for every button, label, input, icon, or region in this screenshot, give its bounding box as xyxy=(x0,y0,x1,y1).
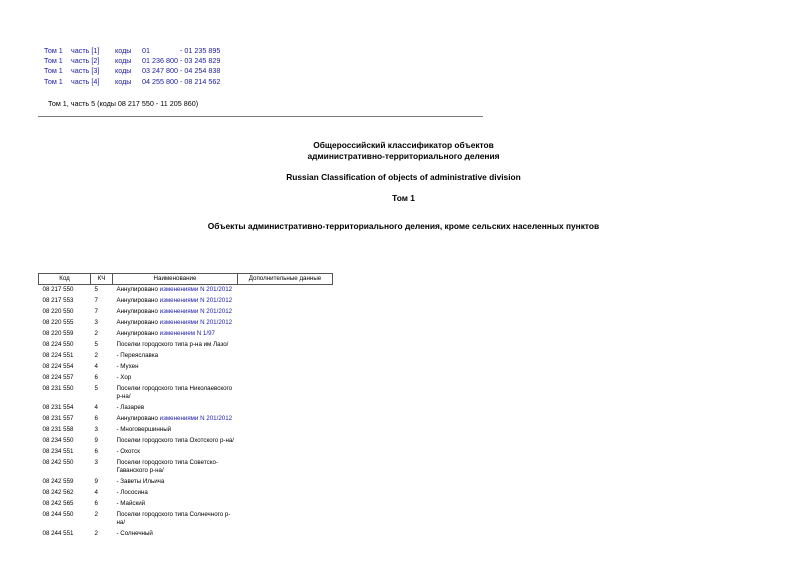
cell-additional xyxy=(238,307,333,318)
codes-keyword[interactable]: коды xyxy=(115,76,132,86)
column-header-kch: КЧ xyxy=(91,274,113,285)
cell-code: 08 231 550 xyxy=(42,385,74,392)
volume-parts-nav xyxy=(44,46,220,87)
cell-name xyxy=(113,529,238,540)
table-row xyxy=(39,477,333,488)
table-row xyxy=(39,436,333,447)
cell-kch: 2 xyxy=(94,330,98,337)
volume-title: Том 1 xyxy=(392,193,415,203)
cell-name xyxy=(113,384,238,403)
table-row xyxy=(39,488,333,499)
cell-name-text: Поселки городского типа Советско-Гаванского р-на/ xyxy=(116,459,219,474)
cell-name xyxy=(113,340,238,351)
cell-name-text: - Переяславка xyxy=(116,352,159,359)
cell-code: 08 217 550 xyxy=(42,286,74,293)
cell-name xyxy=(113,329,238,340)
cell-code: 08 224 550 xyxy=(42,341,74,348)
table-row xyxy=(39,351,333,362)
cell-name-text: - Хор xyxy=(116,374,132,381)
cell-code: 08 231 554 xyxy=(42,404,74,411)
codes-range[interactable]: 03 247 800 - 04 254 838 xyxy=(142,66,221,76)
amendment-link[interactable]: изменением N 1/97 xyxy=(159,330,215,337)
codes-keyword[interactable]: коды xyxy=(115,46,132,55)
codes-range[interactable]: 01 236 800 - 03 245 829 xyxy=(142,56,221,66)
cell-code: 08 242 562 xyxy=(42,489,74,496)
table-row xyxy=(39,307,333,318)
cell-name xyxy=(113,447,238,458)
cell-name-text: Поселки городского типа р-на им Лазо/ xyxy=(116,341,229,348)
cell-name-text: Аннулировано xyxy=(116,330,160,337)
cell-kch: 6 xyxy=(94,374,98,381)
cell-name xyxy=(113,296,238,307)
cell-additional xyxy=(238,351,333,362)
volume-part-link[interactable] xyxy=(44,66,220,76)
volume-part-link[interactable] xyxy=(44,77,220,87)
table-row xyxy=(39,510,333,529)
table-row xyxy=(39,529,333,540)
cell-name xyxy=(113,307,238,318)
cell-code: 08 224 557 xyxy=(42,374,74,381)
cell-code: 08 244 550 xyxy=(42,511,74,518)
table-row xyxy=(39,403,333,414)
cell-name-text: - Майский xyxy=(116,500,146,507)
amendment-link[interactable]: изменениями N 201/2012 xyxy=(159,297,233,304)
cell-name xyxy=(113,499,238,510)
cell-name-text: - Лососина xyxy=(116,489,148,496)
cell-name-text: - Мухен xyxy=(116,363,139,370)
cell-kch: 2 xyxy=(94,352,98,359)
amendment-link[interactable]: изменениями N 201/2012 xyxy=(159,319,233,326)
codes-range[interactable]: 01 - 01 235 895 xyxy=(142,46,221,55)
cell-name-text: Поселки городского типа Николаевского р-на/ xyxy=(116,385,233,400)
cell-additional xyxy=(238,362,333,373)
cell-kch: 3 xyxy=(94,319,98,326)
cell-name-text: Поселки городского типа Солнечного р-на/ xyxy=(116,511,231,526)
cell-kch: 7 xyxy=(94,297,98,304)
amendment-link[interactable]: изменениями N 201/2012 xyxy=(159,286,233,293)
table-row xyxy=(39,329,333,340)
part-label[interactable]: часть [4] xyxy=(71,76,100,86)
cell-kch: 6 xyxy=(94,500,98,507)
cell-name xyxy=(113,510,238,529)
cell-name-text: Поселки городского типа Охотского р-на/ xyxy=(116,437,235,444)
cell-kch: 4 xyxy=(94,489,98,496)
cell-name-text: Аннулировано xyxy=(116,308,160,315)
divider xyxy=(38,116,483,117)
table-row xyxy=(39,499,333,510)
cell-additional xyxy=(238,447,333,458)
cell-kch: 6 xyxy=(94,415,98,422)
cell-name-text: - Охотск xyxy=(116,448,140,455)
cell-name-text: Аннулировано xyxy=(116,319,160,326)
cell-name-text: Аннулировано xyxy=(116,297,160,304)
cell-code: 08 242 559 xyxy=(42,478,74,485)
cell-kch: 2 xyxy=(94,511,98,518)
table-row xyxy=(39,340,333,351)
part-label[interactable]: часть [1] xyxy=(71,46,100,55)
codes-keyword[interactable]: коды xyxy=(115,56,132,66)
codes-keyword[interactable]: коды xyxy=(115,66,132,76)
title-en: Russian Classification of objects of administrative division xyxy=(286,172,521,182)
cell-name-text: Аннулировано xyxy=(116,415,160,422)
cell-additional xyxy=(238,373,333,384)
cell-code: 08 224 551 xyxy=(42,352,74,359)
cell-name xyxy=(113,477,238,488)
cell-code: 08 242 565 xyxy=(42,500,74,507)
cell-name xyxy=(113,436,238,447)
volume-label[interactable]: Том 1 xyxy=(44,46,63,55)
table-row xyxy=(39,414,333,425)
amendment-link[interactable]: изменениями N 201/2012 xyxy=(159,308,233,315)
table-row xyxy=(39,458,333,477)
volume-part-link[interactable] xyxy=(44,56,220,66)
cell-additional xyxy=(238,403,333,414)
cell-name xyxy=(113,425,238,436)
cell-kch: 5 xyxy=(94,341,98,348)
table-row xyxy=(39,425,333,436)
cell-additional xyxy=(238,436,333,447)
amendment-link[interactable]: изменениями N 201/2012 xyxy=(159,415,233,422)
cell-kch: 5 xyxy=(94,385,98,392)
title-ru-line2: административно-территориального деления xyxy=(307,151,500,161)
table-row xyxy=(39,447,333,458)
cell-name-text: - Многовершинный xyxy=(116,426,172,433)
column-header-code: Код xyxy=(39,274,91,285)
cell-code: 08 220 559 xyxy=(42,330,74,337)
table-row xyxy=(39,318,333,329)
table-row xyxy=(39,373,333,384)
cell-additional xyxy=(238,425,333,436)
cell-name xyxy=(113,362,238,373)
cell-kch: 9 xyxy=(94,437,98,444)
table-header-row xyxy=(39,274,333,285)
cell-additional xyxy=(238,458,333,477)
volume-label[interactable]: Том 1 xyxy=(44,66,63,76)
cell-kch: 4 xyxy=(94,363,98,370)
table-row xyxy=(39,296,333,307)
table-row xyxy=(39,362,333,373)
cell-code: 08 231 557 xyxy=(42,415,74,422)
cell-code: 08 244 551 xyxy=(42,530,74,537)
cell-name xyxy=(113,488,238,499)
cell-additional xyxy=(238,510,333,529)
cell-kch: 2 xyxy=(94,530,98,537)
volume-label[interactable]: Том 1 xyxy=(44,56,63,66)
part-label[interactable]: часть [2] xyxy=(71,56,100,66)
part-label[interactable]: часть [3] xyxy=(71,66,100,76)
column-header-additional: Дополнительные данные xyxy=(238,274,333,285)
codes-range[interactable]: 04 255 800 - 08 214 562 xyxy=(142,76,221,86)
cell-kch: 5 xyxy=(94,286,98,293)
cell-name-text: - Солнечный xyxy=(116,530,153,537)
cell-additional xyxy=(238,488,333,499)
cell-additional xyxy=(238,529,333,540)
cell-code: 08 217 553 xyxy=(42,297,74,304)
cell-code: 08 242 550 xyxy=(42,459,74,466)
table-row xyxy=(39,285,333,297)
section-title: Объекты административно-территориального деления, кроме сельских населенных пунктов xyxy=(207,221,600,231)
cell-kch: 7 xyxy=(94,308,98,315)
title-ru-line1: Общероссийский классификатор объектов xyxy=(313,140,494,150)
cell-code: 08 220 555 xyxy=(42,319,74,326)
column-header-name: Наименование xyxy=(113,274,238,285)
cell-kch: 6 xyxy=(94,448,98,455)
cell-additional xyxy=(238,329,333,340)
cell-additional xyxy=(238,477,333,488)
cell-name xyxy=(113,373,238,384)
cell-code: 08 234 551 xyxy=(42,448,74,455)
cell-kch: 3 xyxy=(94,426,98,433)
cell-additional xyxy=(238,340,333,351)
cell-name xyxy=(113,414,238,425)
cell-additional xyxy=(238,414,333,425)
table-row xyxy=(39,384,333,403)
cell-name xyxy=(113,318,238,329)
cell-code: 08 231 558 xyxy=(42,426,74,433)
volume-part-link[interactable] xyxy=(44,46,220,56)
cell-kch: 9 xyxy=(94,478,98,485)
cell-name xyxy=(113,403,238,414)
cell-name-text: - Лазарев xyxy=(116,404,145,411)
cell-kch: 4 xyxy=(94,404,98,411)
volume-label[interactable]: Том 1 xyxy=(44,76,63,86)
cell-name xyxy=(113,351,238,362)
cell-name-text: Аннулировано xyxy=(116,286,160,293)
cell-name xyxy=(113,458,238,477)
current-part-label: Том 1, часть 5 (коды 08 217 550 - 11 205 860) xyxy=(48,99,199,108)
cell-additional xyxy=(238,384,333,403)
cell-name-text: - Заветы Ильича xyxy=(116,478,165,485)
cell-code: 08 220 550 xyxy=(42,308,74,315)
cell-name xyxy=(113,285,238,297)
cell-additional xyxy=(238,499,333,510)
cell-additional xyxy=(238,296,333,307)
classifier-table xyxy=(38,273,333,540)
cell-additional xyxy=(238,318,333,329)
cell-code: 08 224 554 xyxy=(42,363,74,370)
cell-additional xyxy=(238,285,333,297)
cell-kch: 3 xyxy=(94,459,98,466)
cell-code: 08 234 550 xyxy=(42,437,74,444)
